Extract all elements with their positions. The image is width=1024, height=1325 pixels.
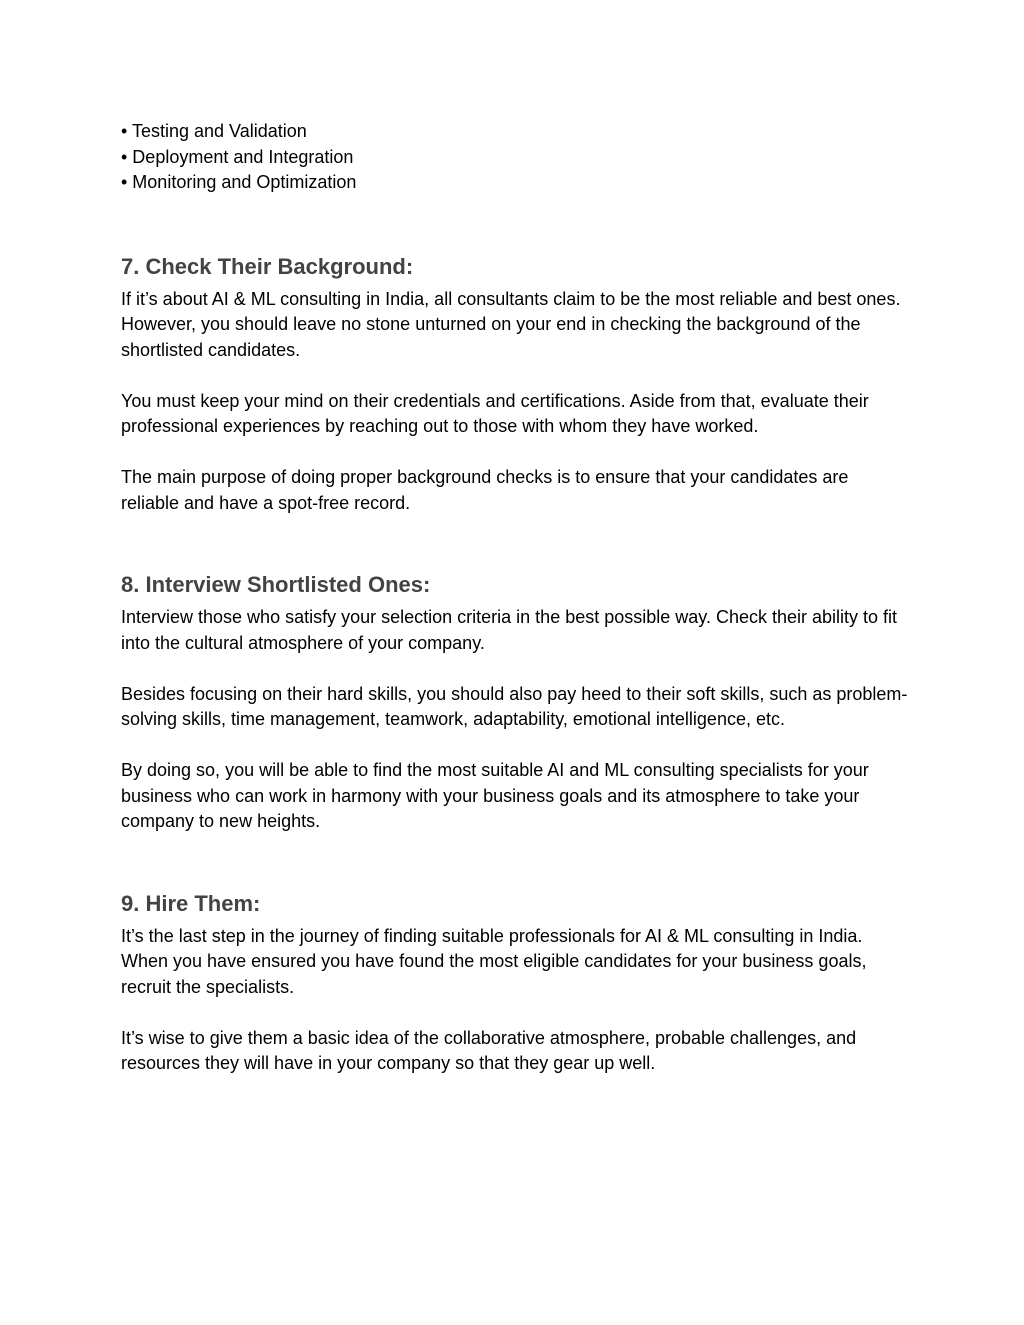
document-page [121, 119, 911, 1077]
paragraph: It’s wise to give them a basic idea of the collaborative atmosphere, probable challenges, and resources they will have in your company so that they gear up well. [121, 1027, 857, 1073]
paragraph: Besides focusing on their hard skills, you should also pay heed to their soft skills, such as problem-solving skills, time management, teamwork, adaptability, emotional intelligence, etc. [121, 683, 908, 729]
section-interview-shortlisted [121, 570, 911, 835]
bullet-item: • Deployment and Integration [121, 146, 354, 167]
paragraph: You must keep your mind on their credentials and certifications. Aside from that, evaluate their professional experiences by reaching out to those with whom they have worked. [121, 390, 869, 436]
bullet-item: • Monitoring and Optimization [121, 172, 357, 192]
section-heading: 7. Check Their Background: [121, 253, 414, 279]
bullet-item: • Testing and Validation [121, 121, 307, 141]
bullet-list [121, 119, 911, 196]
section-check-background [121, 252, 911, 517]
section-heading: 9. Hire Them: [121, 890, 261, 916]
paragraph: If it’s about AI & ML consulting in India, all consultants claim to be the most reliable and best ones. However, you should leave no stone unturned on your end in checking the background of the shortlisted candidates. [121, 288, 901, 360]
section-heading: 8. Interview Shortlisted Ones: [121, 572, 431, 597]
paragraph: By doing so, you will be able to find the most suitable AI and ML consulting specialists for your business who can work in harmony with your business goals and its atmosphere to take your company to new heights. [121, 760, 869, 831]
section-hire-them [121, 889, 911, 1077]
paragraph: It’s the last step in the journey of finding suitable professionals for AI & ML consulting in India. When you have ensured you have found the most eligible candidates for your business goals, recruit the specialists. [121, 925, 867, 997]
paragraph: The main purpose of doing proper background checks is to ensure that your candidates are reliable and have a spot-free record. [121, 467, 849, 513]
paragraph: Interview those who satisfy your selection criteria in the best possible way. Check their ability to fit into the cultural atmosphere of your company. [121, 607, 898, 653]
